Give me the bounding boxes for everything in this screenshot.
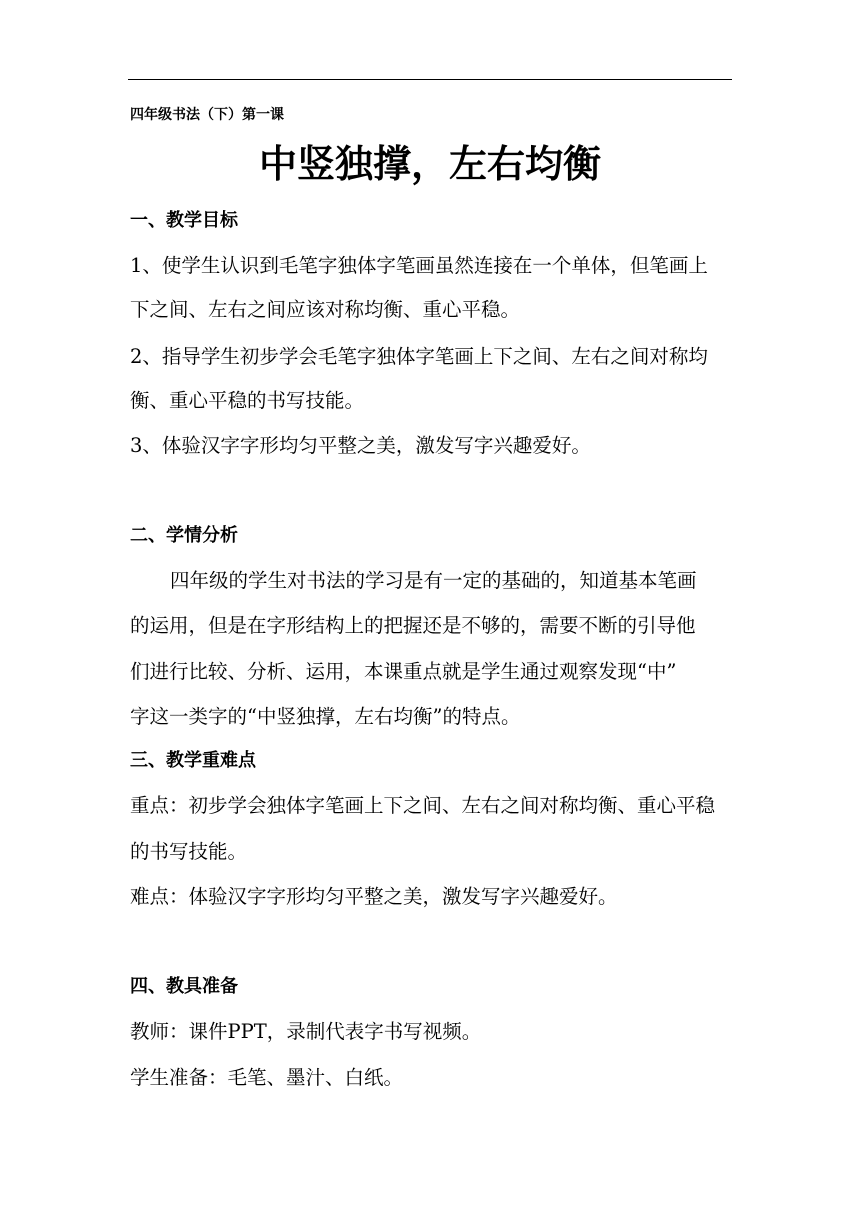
goals-line-4: 衡、重心平稳的书写技能。 — [130, 389, 365, 412]
analysis-line-2: 的运用，但是在字形结构上的把握还是不够的，需要不断的引导他 — [130, 614, 696, 637]
goals-line-2: 下之间、左右之间应该对称均衡、重心平稳。 — [130, 298, 521, 321]
materials-line-1: 教师：课件PPT，录制代表字书写视频。 — [130, 1020, 482, 1043]
key-points-line-1: 重点：初步学会独体字笔画上下之间、左右之间对称均衡、重心平稳 — [130, 794, 716, 817]
goals-line-1: 1、使学生认识到毛笔字独体字笔画虽然连接在一个单体，但笔画上 — [130, 254, 708, 277]
analysis-line-4: 字这一类字的“中竖独撑，左右均衡”的特点。 — [130, 705, 521, 728]
materials-line-2: 学生准备：毛笔、墨汁、白纸。 — [130, 1066, 404, 1089]
key-points-line-3: 难点：体验汉字字形均匀平整之美，激发写字兴趣爱好。 — [130, 885, 618, 908]
key-points-line-2: 的书写技能。 — [130, 840, 248, 863]
header-rule — [128, 79, 732, 80]
analysis-line-3: 们进行比较、分析、运用，本课重点就是学生通过观察发现“中” — [130, 660, 677, 683]
course-label: 四年级书法（下）第一课 — [130, 107, 284, 123]
section-heading-analysis: 二、学情分析 — [130, 525, 238, 546]
goals-line-3: 2、指导学生初步学会毛笔字独体字笔画上下之间、左右之间对称均 — [130, 345, 708, 368]
goals-line-5: 3、体验汉字字形均匀平整之美，激发写字兴趣爱好。 — [130, 434, 591, 457]
document-title: 中竖独撑，左右均衡 — [258, 142, 601, 186]
analysis-line-1: 四年级的学生对书法的学习是有一定的基础的，知道基本笔画 — [170, 569, 697, 592]
section-heading-key-points: 三、教学重难点 — [130, 750, 256, 771]
section-heading-goals: 一、教学目标 — [130, 210, 238, 231]
section-heading-materials: 四、教具准备 — [130, 976, 238, 997]
